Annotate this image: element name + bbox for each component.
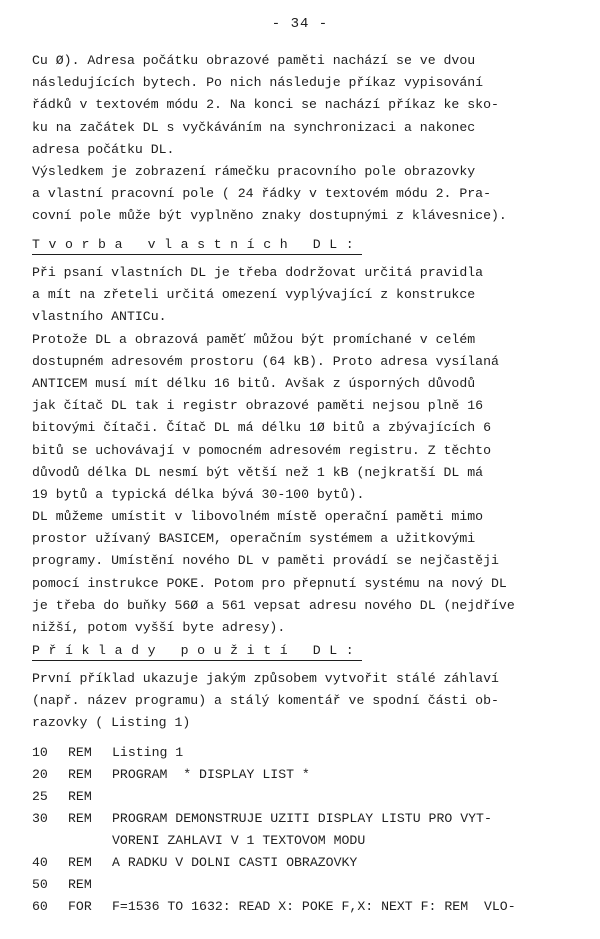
section-tvorba-body bbox=[32, 262, 572, 639]
text-line: razovky ( Listing 1) bbox=[32, 715, 191, 731]
text-line: programy. Umístění nového DL v paměti provádí se nejčastěji bbox=[32, 553, 499, 569]
text-line: bitů se uchovávají v pomocném adresovém registru. Z těchto bbox=[32, 442, 491, 458]
section-heading-tvorba: Tvorba vlastních DL: bbox=[32, 236, 362, 255]
text-line: ku na začátek DL s vyčkáváním na synchronizaci a nakonec bbox=[32, 119, 476, 135]
text-line: 19 bytů a typická délka bývá 30-100 bytů). bbox=[32, 486, 365, 502]
text-line: je třeba do buňky 56Ø a 561 vepsat adresu nového DL (nejdříve bbox=[32, 597, 515, 613]
keyword: REM bbox=[68, 767, 92, 782]
page-number: - 34 - bbox=[271, 16, 329, 32]
code-text: A RADKU V DOLNI CASTI OBRAZOVKY bbox=[112, 855, 358, 870]
text-line: covní pole může být vyplněno znaky dostupnými z klávesnice). bbox=[32, 208, 507, 224]
code-text: VORENI ZAHLAVI V 1 TEXTOVOM MODU bbox=[112, 833, 366, 848]
code-line bbox=[32, 896, 572, 918]
text-line: nižší, potom vyšší byte adresy). bbox=[32, 620, 286, 635]
text-line: Při psaní vlastních DL je třeba dodržovat určitá pravidla bbox=[32, 265, 484, 280]
keyword: REM bbox=[68, 855, 92, 870]
keyword: REM bbox=[68, 789, 92, 804]
line-number: 50 bbox=[32, 877, 48, 892]
code-line bbox=[32, 764, 572, 786]
text-line: adresa počátku DL. bbox=[32, 141, 175, 157]
code-line bbox=[32, 786, 572, 808]
section-heading-priklady: Příklady použití DL: bbox=[32, 642, 362, 661]
text-line: důvodů délka DL nesmí být větší než 1 kB (nejkratší DL má bbox=[32, 464, 484, 480]
line-number: 60 bbox=[32, 899, 48, 914]
text-line: bitovými čítači. Čítač DL má délku 1Ø bitů a zbývajících 6 bbox=[32, 420, 491, 436]
text-line: První příklad ukazuje jakým způsobem vytvořit stálé záhlaví bbox=[32, 671, 499, 686]
code-line bbox=[32, 808, 572, 830]
text-line: vlastního ANTICu. bbox=[32, 309, 167, 325]
code-listing bbox=[32, 742, 572, 918]
text-line: a mít na zřeteli určitá omezení vyplývající z konstrukce bbox=[32, 287, 476, 303]
code-line-continuation bbox=[32, 830, 572, 852]
code-line bbox=[32, 742, 572, 764]
text-line: Cu Ø). Adresa počátku obrazové paměti nachází se ve dvou bbox=[32, 53, 476, 68]
text-line: Výsledkem je zobrazení rámečku pracovního pole obrazovky bbox=[32, 163, 476, 179]
code-text: Listing 1 bbox=[112, 745, 184, 760]
code-line bbox=[32, 852, 572, 874]
keyword: REM bbox=[68, 811, 92, 826]
text-line: řádků v textovém módu 2. Na konci se nachází příkaz ke sko- bbox=[32, 97, 499, 113]
keyword: REM bbox=[68, 877, 92, 892]
line-number: 40 bbox=[32, 855, 48, 870]
text-line: následujících bytech. Po nich následuje příkaz vypisování bbox=[32, 75, 484, 91]
keyword: FOR bbox=[68, 899, 92, 914]
text-line: pomocí instrukce POKE. Potom pro přepnutí systému na nový DL bbox=[32, 575, 507, 591]
text-line: a vlastní pracovní pole ( 24 řádky v textovém módu 2. Pra- bbox=[32, 186, 491, 202]
intro-paragraph bbox=[32, 50, 572, 228]
line-number: 20 bbox=[32, 767, 48, 782]
text-line: prostor užívaný BASICEM, operačním systémem a užitkovými bbox=[32, 531, 476, 547]
section-priklady-body bbox=[32, 668, 572, 735]
code-text: PROGRAM * DISPLAY LIST * bbox=[112, 767, 310, 782]
text-line: jak čítač DL tak i registr obrazové paměti nejsou plně 16 bbox=[32, 398, 484, 414]
line-number: 30 bbox=[32, 811, 48, 826]
line-number: 10 bbox=[32, 745, 48, 760]
text-line: (např. název programu) a stálý komentář ve spodní části ob- bbox=[32, 693, 499, 709]
text-line: dostupném adresovém prostoru (64 kB). Proto adresa vysílaná bbox=[32, 353, 499, 369]
text-line: ANTICEM musí mít délku 16 bitů. Avšak z úsporných důvodů bbox=[32, 375, 476, 391]
code-text: F=1536 TO 1632: READ X: POKE F,X: NEXT F: REM VLO- bbox=[112, 899, 516, 914]
text-line: DL můžeme umístit v libovolném místě operační paměti mimo bbox=[32, 509, 484, 525]
keyword: REM bbox=[68, 745, 92, 760]
code-line bbox=[32, 874, 572, 896]
code-text: PROGRAM DEMONSTRUJE UZITI DISPLAY LISTU PRO VYT- bbox=[112, 811, 492, 826]
text-line: Protože DL a obrazová paměť můžou být promíchané v celém bbox=[32, 331, 476, 347]
line-number: 25 bbox=[32, 789, 48, 804]
